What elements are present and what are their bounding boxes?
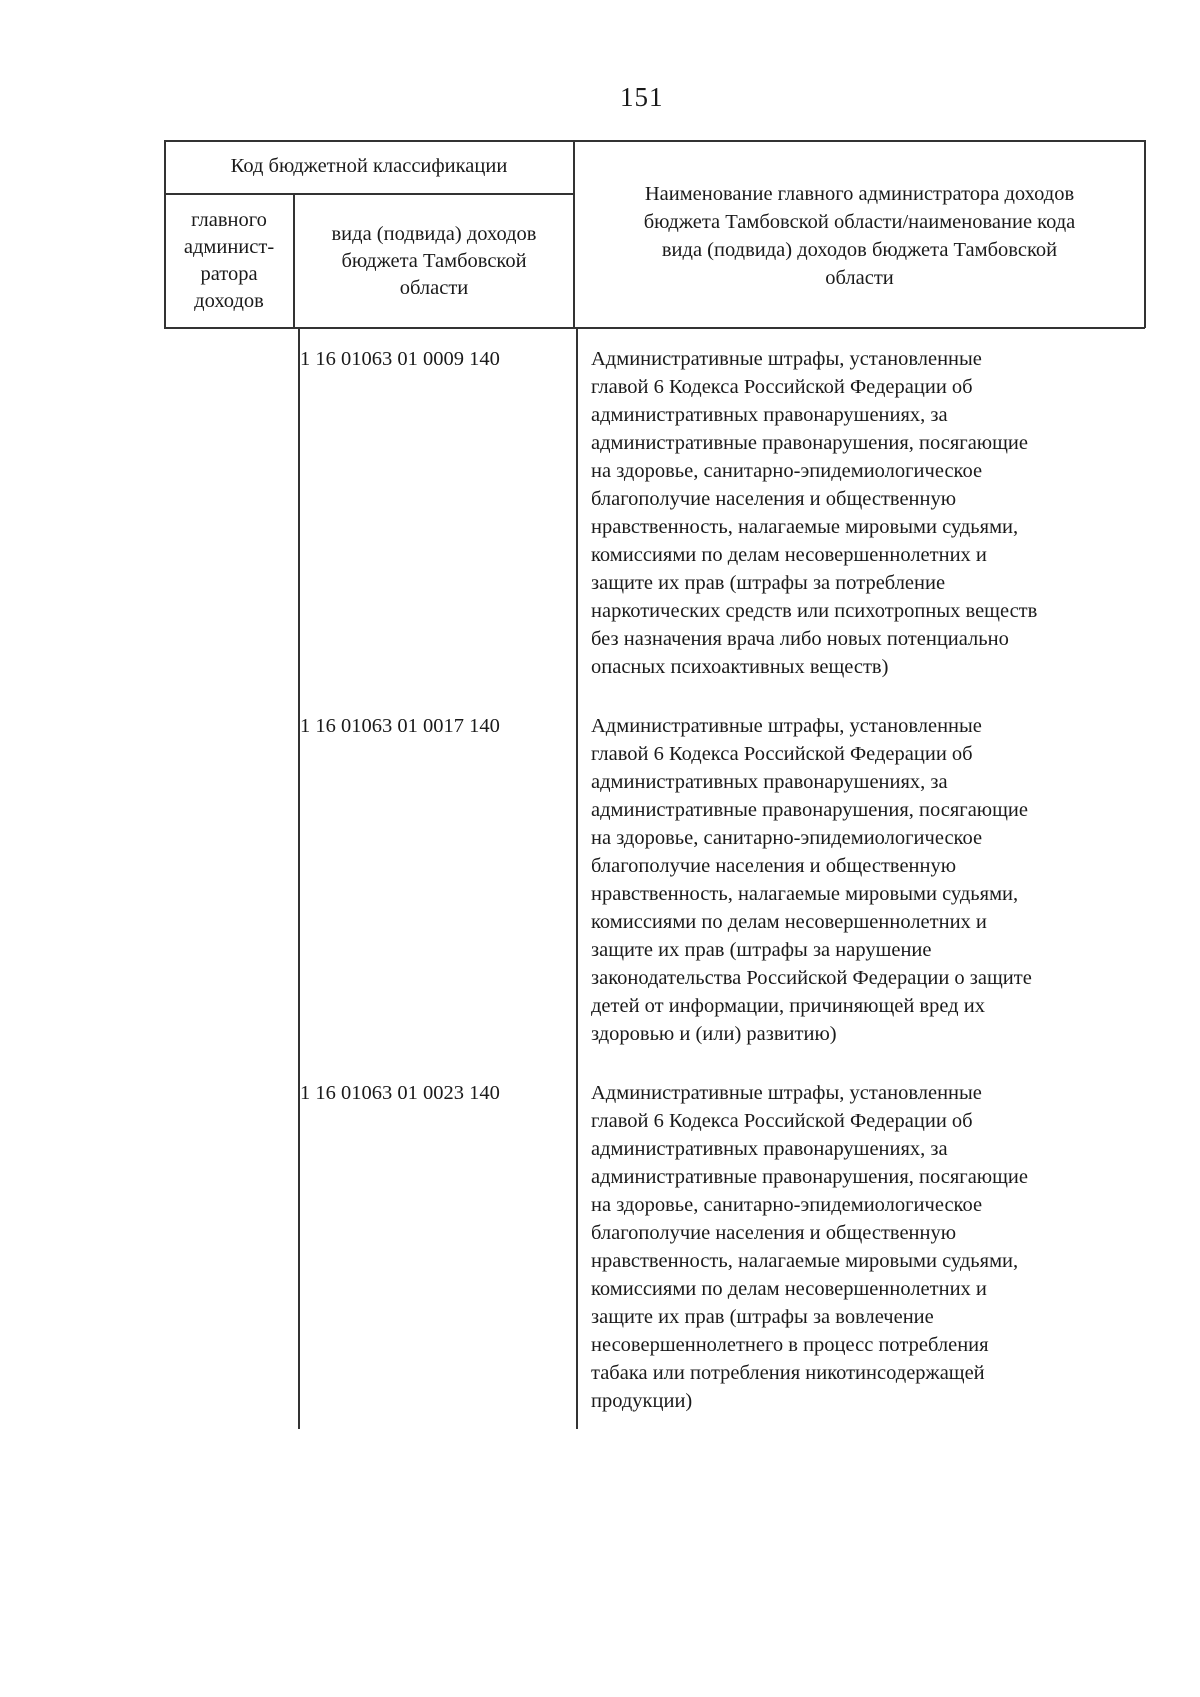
row-description-line: административные правонарушения, посягающие [591,1166,1028,1188]
header-col-name-line: вида (подвида) доходов бюджета Тамбовской [661,239,1058,261]
page-number: 151 [620,82,664,112]
row-description-line: на здоровье, санитарно-эпидемиологическое [591,1194,983,1216]
row-description-line: главой 6 Кодекса Российской Федерации об [591,1110,973,1132]
row-description-line: комиссиями по делам несовершеннолетних и [591,544,987,566]
header-col-code-line: вида (подвида) доходов [331,223,537,245]
row-description-line: нравственность, налагаемые мировыми судьями, [591,1250,1019,1272]
row-description-line: Административные штрафы, установленные [591,715,982,737]
header-group-divider [164,193,574,195]
row-description-line: благополучие населения и общественную [591,855,957,877]
row-description-line: административные правонарушения, посягающие [591,799,1028,821]
row-description-line: административных правонарушениях, за [591,771,948,793]
row-code: 1 16 01063 01 0023 140 [300,1082,500,1104]
row-description-line: детей от информации, причиняющей вред их [591,995,985,1017]
row-description-line: на здоровье, санитарно-эпидемиологическое [591,827,983,849]
row-code: 1 16 01063 01 0017 140 [300,715,500,737]
row-description-line: Административные штрафы, установленные [591,1082,982,1104]
row-description-line: опасных психоактивных веществ) [591,656,889,678]
header-col-name-line: Наименование главного администратора доходов [644,183,1075,205]
row-description-line: законодательства Российской Федерации о защите [591,967,1032,989]
row-description-line: табака или потребления никотинсодержащей [591,1362,985,1384]
row-description-line: административных правонарушениях, за [591,404,948,426]
row-description-line: комиссиями по делам несовершеннолетних и [591,1278,987,1300]
row-description-line: нравственность, налагаемые мировыми судьями, [591,883,1019,905]
header-col-admin [166,207,292,315]
header-col-name [575,180,1144,292]
row-description-line: защите их прав (штрафы за потребление [591,572,946,594]
header-group-label: Код бюджетной классификации [230,155,508,177]
row-description-line: на здоровье, санитарно-эпидемиологическое [591,460,983,482]
row-description-line: продукции) [591,1390,693,1412]
row-description-line: административных правонарушениях, за [591,1138,948,1160]
header-top-border [164,140,1145,142]
header-col-name-line: области [825,267,894,289]
row-description-line: защите их прав (штрафы за нарушение [591,939,932,961]
row-description-line: благополучие населения и общественную [591,488,957,510]
row-description-line: Административные штрафы, установленные [591,348,982,370]
header-right-border [1144,140,1146,328]
header-col-name-line: бюджета Тамбовской области/наименование кода [643,211,1076,233]
header-col-code-line: бюджета Тамбовской [341,250,527,272]
header-col-admin-line: админист- [183,236,275,258]
row-description-line: административные правонарушения, посягающие [591,432,1028,454]
header-col1-divider [293,193,295,328]
header-col-code-line: области [399,277,469,299]
row-description-line: нравственность, налагаемые мировыми судьями, [591,516,1019,538]
row-description-line: благополучие населения и общественную [591,1222,957,1244]
row-description-line: главой 6 Кодекса Российской Федерации об [591,376,973,398]
header-col-admin-line: главного [191,209,267,231]
row-description-line: защите их прав (штрафы за вовлечение [591,1306,934,1328]
row-code: 1 16 01063 01 0009 140 [300,348,500,370]
row-description-line: комиссиями по делам несовершеннолетних и [591,911,987,933]
header-col-admin-line: ратора [200,263,258,285]
body-col1-divider [298,327,300,1429]
row-description-line: несовершеннолетнего в процесс потребления [591,1334,989,1356]
row-description-line: наркотических средств или психотропных веществ [591,600,1038,622]
header-col-admin-line: доходов [194,290,264,312]
row-description-line: главой 6 Кодекса Российской Федерации об [591,743,973,765]
body-col2-divider [576,327,578,1429]
header-bottom-border [164,327,1145,329]
row-description-line: без назначения врача либо новых потенциально [591,628,1009,650]
header-col-code [296,221,572,302]
row-description-line: здоровью и (или) развитию) [591,1023,837,1045]
